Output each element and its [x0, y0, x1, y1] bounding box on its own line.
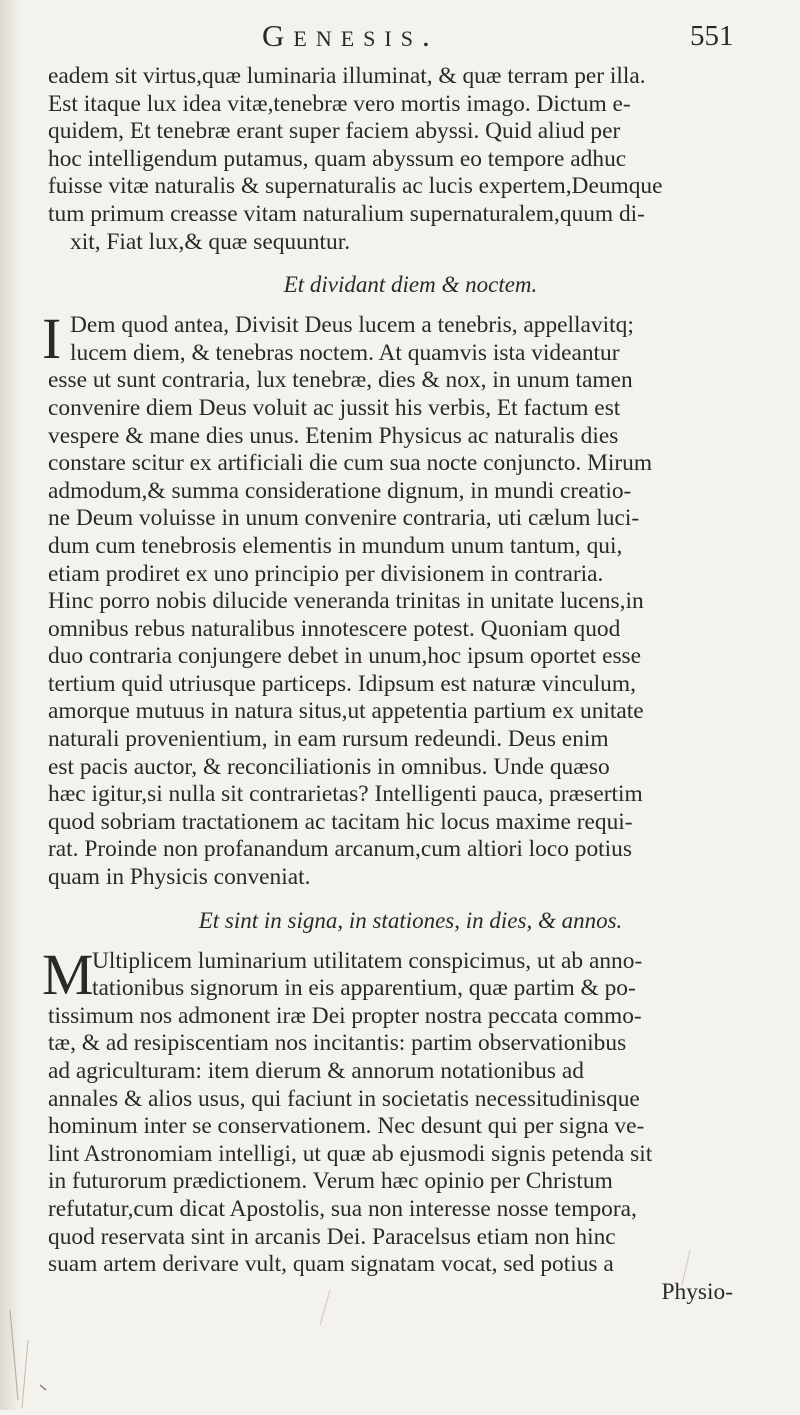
text-line: eadem sit virtus,quæ luminaria illuminat, & quæ terram per illa.	[48, 63, 646, 89]
text-line: quidem, Et tenebræ erant super faciem abyssi. Quid aliud per	[48, 118, 621, 145]
text-line: quod sobriam tractationem ac tacitam hic locus maxime requi-	[48, 808, 633, 835]
text-line: quod reservata sint in arcanis Dei. Paracelsus etiam non hinc	[48, 1223, 616, 1250]
section-heading: Et sint in signa, in stationes, in dies, & annos.	[198, 907, 623, 933]
running-title: Genesis.	[262, 18, 439, 53]
stain-illustration	[0, 1250, 800, 1410]
text-line: tæ, & ad resipiscentiam nos incitantis: partim observationibus	[48, 1030, 627, 1057]
text-line: amorque mutuus in natura situs,ut appetentia partium ex unitate	[48, 698, 644, 725]
drop-cap: M	[42, 941, 94, 1007]
drop-cap: I	[42, 306, 62, 372]
text-line: tationibus signorum in eis apparentium, quæ partim & po-	[92, 975, 636, 1002]
paper-stain-marks	[0, 1250, 800, 1410]
text-line: omnibus rebus naturalibus innotescere potest. Quoniam quod	[48, 615, 621, 642]
page-number: 551	[690, 20, 734, 52]
text-line: hoc intelligendum putamus, quam abyssum eo tempore adhuc	[48, 145, 627, 172]
text-line: Ultiplicem luminarium utilitatem conspicimus, ut ab anno-	[92, 947, 643, 974]
text-line: lint Astronomiam intelligi, ut quæ ab ejusmodi signis petenda sit	[48, 1140, 653, 1167]
body-text	[42, 63, 773, 1306]
text-line: in futurorum prædictionem. Verum hæc opinio per Christum	[48, 1168, 613, 1195]
text-line: Physio-	[661, 1278, 733, 1305]
text-line: admodum,& summa consideratione dignum, in mundi creatio-	[48, 477, 632, 504]
text-line: est pacis auctor, & reconciliationis in omnibus. Unde quæso	[48, 753, 610, 780]
text-line: tissimum nos admonent iræ Dei propter nostra peccata commo-	[48, 1002, 642, 1029]
text-line: tertium quid utriusque particeps. Idipsum est naturæ vinculum,	[48, 670, 636, 697]
text-line: Est itaque lux idea vitæ,tenebræ vero mortis imago. Dictum e-	[48, 90, 631, 117]
text-line: naturali provenientium, in eam rursum redeundi. Deus enim	[48, 726, 609, 753]
text-line: esse ut sunt contraria, lux tenebræ, dies & nox, in unum tamen	[48, 367, 633, 394]
text-line: ne Deum voluisse in unum convenire contraria, uti cælum luci-	[48, 505, 640, 532]
text-line: hominum inter se conservationem. Nec desunt qui per signa ve-	[48, 1113, 645, 1140]
text-line: convenire diem Deus voluit ac jussit his verbis, Et factum est	[48, 394, 621, 421]
text-line: quam in Physicis conveniat.	[48, 864, 311, 891]
paragraph-1	[48, 63, 773, 256]
text-line: refutatur,cum dicat Apostolis, sua non interesse nosse tempora,	[48, 1195, 637, 1222]
page-header	[0, 18, 800, 58]
text-line: Hinc porro nobis dilucide veneranda trinitas in unitate lucens,in	[48, 588, 644, 615]
section-heading: Et dividant diem & noctem.	[283, 272, 538, 298]
text-line: suam artem derivare vult, quam signatam vocat, sed potius a	[48, 1251, 614, 1278]
text-line: etiam prodiret ex uno principio per divisionem in contraria.	[48, 560, 604, 587]
text-line: vespere & mane dies unus. Etenim Physicus ac naturalis dies	[48, 422, 619, 449]
page-gutter-shadow	[0, 0, 22, 1410]
text-line: ad agriculturam: item dierum & annorum notationibus ad	[48, 1058, 584, 1084]
text-line: hæc igitur,si nulla sit contrarietas? Intelligenti pauca, præsertim	[48, 781, 643, 808]
text-line: rat. Proinde non profanandum arcanum,cum altiori loco potius	[48, 836, 632, 863]
text-line: duo contraria conjungere debet in unum,hoc ipsum oportet esse	[48, 643, 642, 670]
text-line: fuisse vitæ naturalis & supernaturalis ac lucis expertem,Deumque	[48, 173, 663, 200]
paragraph-2	[42, 306, 773, 891]
text-line: annales & alios usus, qui faciunt in societatis necessitudinisque	[48, 1085, 640, 1112]
text-line: dum cum tenebrosis elementis in mundum unum tantum, qui,	[48, 532, 623, 559]
text-line: Dem quod antea, Divisit Deus lucem a tenebris, appellavitq;	[70, 312, 634, 339]
text-line: constare scitur ex artificiali die cum sua nocte conjuncto. Mirum	[48, 450, 653, 477]
text-line: tum primum creasse vitam naturalium supernaturalem,quum di-	[48, 200, 645, 227]
text-line: lucem diem, & tenebras noctem. At quamvis ista videantur	[70, 339, 620, 366]
text-line: xit, Fiat lux,& quæ sequuntur.	[70, 228, 351, 255]
